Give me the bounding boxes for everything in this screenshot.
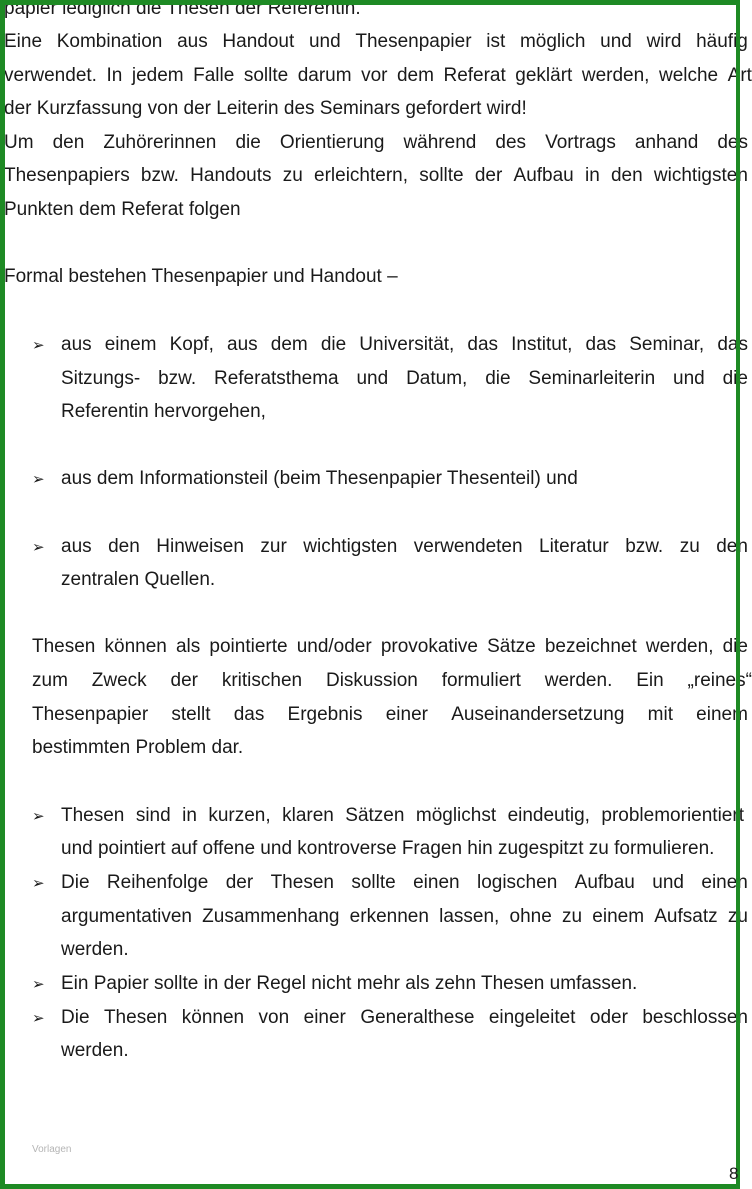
text-line: Die Thesen können von einer Generalthese eingeleitet oder beschlossen (61, 1007, 748, 1028)
text-line: Sitzungs- bzw. Referatsthema und Datum, die Seminarleiterin und die (61, 368, 748, 389)
text-line: papier lediglich die Thesen der Referentin. (4, 0, 361, 19)
bullet-arrow-icon: ➢ (32, 470, 45, 488)
text-line: der Kurzfassung von der Leiterin des Seminars gefordert wird! (4, 98, 527, 119)
bullet-arrow-icon: ➢ (32, 336, 45, 354)
bullet-arrow-icon: ➢ (32, 807, 45, 825)
text-line: argumentativen Zusammenhang erkennen lassen, ohne zu einem Aufsatz zu (61, 906, 748, 927)
text-line: und pointiert auf offene und kontroverse Fragen hin zugespitzt zu formulieren. (61, 838, 715, 859)
bullet-arrow-icon: ➢ (32, 538, 45, 556)
watermark: Vorlagen (32, 1144, 72, 1155)
text-line: Die Reihenfolge der Thesen sollte einen logischen Aufbau und einen (61, 872, 748, 893)
bullet-arrow-icon: ➢ (32, 1009, 45, 1027)
text-line: aus einem Kopf, aus dem die Universität, das Institut, das Seminar, das (61, 334, 748, 355)
bullet-arrow-icon: ➢ (32, 874, 45, 892)
text-line: verwendet. In jedem Falle sollte darum vor dem Referat geklärt werden, welche Art (4, 65, 752, 86)
text-line: Ein Papier sollte in der Regel nicht mehr als zehn Thesen umfassen. (61, 973, 638, 994)
text-line: Thesenpapiers bzw. Handouts zu erleichtern, sollte der Aufbau in den wichtigsten (4, 165, 748, 186)
bullet-arrow-icon: ➢ (32, 975, 45, 993)
text-line: Thesenpapier stellt das Ergebnis einer Auseinandersetzung mit einem (32, 704, 748, 725)
text-line: zum Zweck der kritischen Diskussion formuliert werden. Ein „reines“ (32, 670, 752, 691)
text-line: Thesen können als pointierte und/oder provokative Sätze bezeichnet werden, die (32, 636, 748, 657)
text-line: Formal bestehen Thesenpapier und Handout – (4, 266, 398, 287)
page-number: 8 (729, 1164, 739, 1183)
text-line: Thesen sind in kurzen, klaren Sätzen möglichst eindeutig, problemorientiert (61, 805, 744, 826)
text-line: werden. (61, 939, 129, 960)
text-line: Punkten dem Referat folgen (4, 199, 241, 220)
text-line: aus den Hinweisen zur wichtigsten verwendeten Literatur bzw. zu den (61, 536, 748, 557)
text-line: zentralen Quellen. (61, 569, 216, 590)
text-line: bestimmten Problem dar. (32, 737, 244, 758)
text-line: Eine Kombination aus Handout und Thesenpapier ist möglich und wird häufig (4, 31, 748, 52)
text-line: Um den Zuhörerinnen die Orientierung während des Vortrags anhand des (4, 132, 748, 153)
text-line: aus dem Informationsteil (beim Thesenpapier Thesenteil) und (61, 468, 578, 489)
text-line: Referentin hervorgehen, (61, 401, 266, 422)
text-line: werden. (61, 1040, 129, 1061)
